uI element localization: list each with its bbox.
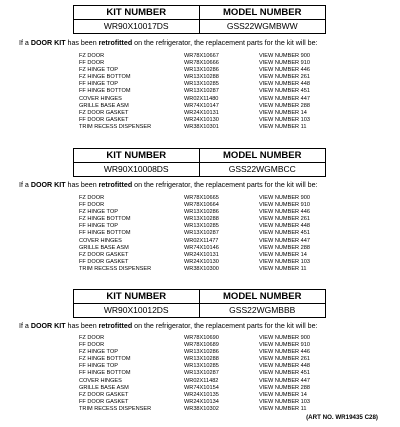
part-description: FZ DOOR GASKET bbox=[79, 391, 129, 398]
retrofit-note-3 bbox=[19, 322, 397, 331]
model-number-cell bbox=[200, 290, 326, 317]
view-number: VIEW NUMBER 910 bbox=[259, 342, 310, 349]
part-row bbox=[79, 117, 399, 124]
kit-table-2 bbox=[73, 148, 326, 177]
part-row bbox=[79, 103, 399, 110]
note-door-kit: DOOR KIT bbox=[30, 181, 66, 189]
part-number: WR13X10285 bbox=[184, 81, 219, 88]
part-number: WR78X10667 bbox=[184, 53, 219, 59]
part-number: WR13X10287 bbox=[184, 88, 219, 95]
part-description: GRILLE BASE ASM bbox=[79, 102, 129, 109]
part-row bbox=[79, 399, 399, 406]
part-row bbox=[79, 96, 399, 103]
part-row bbox=[79, 223, 399, 230]
part-description: FZ DOOR GASKET bbox=[79, 109, 129, 116]
part-number: WR78X10666 bbox=[184, 60, 219, 67]
part-description: FF DOOR bbox=[79, 342, 105, 349]
part-number: WR24X10130 bbox=[184, 116, 219, 123]
part-row bbox=[79, 202, 399, 209]
part-number: WR13X10288 bbox=[184, 216, 219, 223]
view-number: VIEW NUMBER 447 bbox=[259, 377, 310, 384]
part-description: FZ DOOR bbox=[79, 195, 105, 201]
kit-number-cell bbox=[74, 290, 200, 317]
part-row bbox=[79, 266, 399, 273]
view-number: VIEW NUMBER 288 bbox=[259, 384, 310, 391]
part-number: WR38X10301 bbox=[184, 123, 219, 130]
note-retrofitted: retrofitted bbox=[98, 181, 133, 189]
view-number: VIEW NUMBER 288 bbox=[259, 244, 310, 251]
view-number: VIEW NUMBER 261 bbox=[259, 74, 310, 81]
view-number: VIEW NUMBER 447 bbox=[259, 95, 310, 102]
view-number: VIEW NUMBER 11 bbox=[259, 123, 307, 130]
part-number: WR78X10664 bbox=[184, 202, 219, 209]
part-number: WR02X11480 bbox=[184, 95, 219, 102]
part-number: WR38X10302 bbox=[184, 405, 219, 412]
part-row bbox=[79, 342, 399, 349]
part-number: WR78X10689 bbox=[184, 342, 219, 349]
view-number: VIEW NUMBER 447 bbox=[259, 237, 310, 244]
part-description: FZ HINGE TOP bbox=[79, 349, 118, 356]
part-number: WR38X10300 bbox=[184, 265, 219, 272]
part-row bbox=[79, 259, 399, 266]
part-row bbox=[79, 88, 399, 95]
part-number: WR13X10287 bbox=[184, 370, 219, 377]
part-number: WR13X10286 bbox=[184, 209, 219, 216]
view-number: VIEW NUMBER 448 bbox=[259, 363, 310, 370]
part-description: FZ HINGE TOP bbox=[79, 209, 118, 216]
art-number: (ART NO. WR19435 C28) bbox=[306, 414, 378, 421]
part-description: FZ HINGE BOTTOM bbox=[79, 74, 131, 81]
part-number: WR78X10665 bbox=[184, 195, 219, 201]
part-number: WR74X10154 bbox=[184, 384, 219, 391]
note-door-kit: DOOR KIT bbox=[30, 322, 66, 330]
part-number: WR13X10285 bbox=[184, 223, 219, 230]
view-number: VIEW NUMBER 451 bbox=[259, 88, 310, 95]
part-description: TRIM RECESS DISPENSER bbox=[79, 123, 152, 130]
part-number: WR13X10287 bbox=[184, 230, 219, 237]
part-row bbox=[79, 252, 399, 259]
view-number: VIEW NUMBER 900 bbox=[259, 195, 310, 201]
retrofit-note-1 bbox=[19, 39, 397, 48]
view-number: VIEW NUMBER 11 bbox=[259, 265, 307, 272]
note-middle: has been bbox=[65, 39, 99, 47]
view-number: VIEW NUMBER 261 bbox=[259, 216, 310, 223]
part-description: FZ HINGE BOTTOM bbox=[79, 216, 131, 223]
part-description: FZ HINGE TOP bbox=[79, 67, 118, 74]
part-number: WR13X10286 bbox=[184, 349, 219, 356]
note-retrofitted: retrofitted bbox=[98, 39, 133, 47]
view-number: VIEW NUMBER 261 bbox=[259, 356, 310, 363]
part-row bbox=[79, 349, 399, 356]
view-number: VIEW NUMBER 14 bbox=[259, 109, 307, 116]
view-number: VIEW NUMBER 448 bbox=[259, 81, 310, 88]
view-number: VIEW NUMBER 103 bbox=[259, 398, 310, 405]
note-middle: has been bbox=[65, 181, 99, 189]
view-number: VIEW NUMBER 451 bbox=[259, 370, 310, 377]
part-description: FF HINGE TOP bbox=[79, 223, 118, 230]
kit-number-value: WR90X10008DS bbox=[103, 164, 169, 174]
part-number: WR13X10285 bbox=[184, 363, 219, 370]
parts-list-3 bbox=[79, 335, 399, 413]
part-row bbox=[79, 195, 399, 202]
part-description: FF HINGE BOTTOM bbox=[79, 88, 131, 95]
view-number: VIEW NUMBER 288 bbox=[259, 102, 310, 109]
view-number: VIEW NUMBER 14 bbox=[259, 251, 307, 258]
view-number: VIEW NUMBER 103 bbox=[259, 258, 310, 265]
kit-number-cell bbox=[74, 149, 200, 176]
model-number-header: MODEL NUMBER bbox=[200, 290, 326, 304]
part-number: WR74X10146 bbox=[184, 244, 219, 251]
part-row bbox=[79, 81, 399, 88]
kit-number-value: WR90X10017DS bbox=[103, 21, 169, 31]
model-number-header: MODEL NUMBER bbox=[200, 6, 326, 20]
model-number-cell bbox=[200, 149, 326, 176]
part-number: WR24X10135 bbox=[184, 391, 219, 398]
part-row bbox=[79, 378, 399, 385]
part-description: COVER HINGES bbox=[79, 237, 122, 244]
part-description: FZ DOOR GASKET bbox=[79, 251, 129, 258]
part-row bbox=[79, 245, 399, 252]
view-number: VIEW NUMBER 448 bbox=[259, 223, 310, 230]
model-number-cell bbox=[200, 6, 326, 33]
kit-table-1 bbox=[73, 5, 326, 34]
view-number: VIEW NUMBER 446 bbox=[259, 209, 310, 216]
part-description: FZ DOOR bbox=[79, 53, 105, 59]
kit-number-value: WR90X10012DS bbox=[103, 305, 169, 315]
note-suffix: on the refrigerator, the replacement parts for the kit will be: bbox=[132, 39, 318, 47]
kit-number-header: KIT NUMBER bbox=[74, 290, 199, 304]
model-number-value: GSS22WGMBCC bbox=[228, 164, 296, 174]
part-description: COVER HINGES bbox=[79, 377, 122, 384]
part-description: FF DOOR bbox=[79, 202, 105, 209]
kit-table-3 bbox=[73, 289, 326, 318]
note-middle: has been bbox=[65, 322, 99, 330]
parts-list-1 bbox=[79, 53, 399, 131]
view-number: VIEW NUMBER 900 bbox=[259, 53, 310, 59]
part-row bbox=[79, 335, 399, 342]
view-number: VIEW NUMBER 446 bbox=[259, 67, 310, 74]
view-number: VIEW NUMBER 446 bbox=[259, 349, 310, 356]
part-row bbox=[79, 209, 399, 216]
part-row bbox=[79, 67, 399, 74]
part-row bbox=[79, 230, 399, 237]
model-number-value: GSS22WGMBWW bbox=[226, 21, 298, 31]
view-number: VIEW NUMBER 11 bbox=[259, 405, 307, 412]
part-number: WR24X10131 bbox=[184, 109, 219, 116]
part-number: WR13X10288 bbox=[184, 74, 219, 81]
part-description: FF HINGE TOP bbox=[79, 81, 118, 88]
part-row bbox=[79, 110, 399, 117]
view-number: VIEW NUMBER 910 bbox=[259, 202, 310, 209]
part-description: FF HINGE BOTTOM bbox=[79, 230, 131, 237]
note-prefix: If a bbox=[19, 322, 31, 330]
part-description: FF DOOR bbox=[79, 60, 105, 67]
kit-number-cell bbox=[74, 6, 200, 33]
part-row bbox=[79, 363, 399, 370]
part-row bbox=[79, 238, 399, 245]
part-description: FZ DOOR bbox=[79, 335, 105, 341]
part-description: FF DOOR GASKET bbox=[79, 258, 129, 265]
model-number-value: GSS22WGMBBB bbox=[229, 305, 296, 315]
part-description: FF DOOR GASKET bbox=[79, 116, 129, 123]
note-prefix: If a bbox=[19, 39, 31, 47]
note-retrofitted: retrofitted bbox=[98, 322, 133, 330]
note-suffix: on the refrigerator, the replacement parts for the kit will be: bbox=[132, 181, 318, 189]
part-description: TRIM RECESS DISPENSER bbox=[79, 265, 152, 272]
part-description: GRILLE BASE ASM bbox=[79, 384, 129, 391]
part-row bbox=[79, 385, 399, 392]
view-number: VIEW NUMBER 14 bbox=[259, 391, 307, 398]
part-number: WR24X10131 bbox=[184, 251, 219, 258]
retrofit-note-2 bbox=[19, 181, 397, 190]
part-row bbox=[79, 53, 399, 60]
part-number: WR13X10288 bbox=[184, 356, 219, 363]
parts-list-2 bbox=[79, 195, 399, 273]
note-door-kit: DOOR KIT bbox=[30, 39, 66, 47]
part-number: WR02X11482 bbox=[184, 377, 219, 384]
part-row bbox=[79, 392, 399, 399]
part-number: WR74X10147 bbox=[184, 102, 219, 109]
part-number: WR24X10130 bbox=[184, 258, 219, 265]
part-number: WR02X11477 bbox=[184, 237, 219, 244]
kit-number-header: KIT NUMBER bbox=[74, 6, 199, 20]
part-description: FF HINGE TOP bbox=[79, 363, 118, 370]
part-description: FF HINGE BOTTOM bbox=[79, 370, 131, 377]
part-row bbox=[79, 406, 399, 413]
part-row bbox=[79, 124, 399, 131]
part-description: FF DOOR GASKET bbox=[79, 398, 129, 405]
part-description: TRIM RECESS DISPENSER bbox=[79, 405, 152, 412]
view-number: VIEW NUMBER 900 bbox=[259, 335, 310, 341]
part-row bbox=[79, 60, 399, 67]
part-number: WR78X10690 bbox=[184, 335, 219, 341]
part-description: GRILLE BASE ASM bbox=[79, 244, 129, 251]
part-row bbox=[79, 216, 399, 223]
view-number: VIEW NUMBER 451 bbox=[259, 230, 310, 237]
part-row bbox=[79, 74, 399, 81]
part-row bbox=[79, 370, 399, 377]
part-row bbox=[79, 356, 399, 363]
part-number: WR13X10286 bbox=[184, 67, 219, 74]
note-prefix: If a bbox=[19, 181, 31, 189]
part-description: COVER HINGES bbox=[79, 95, 122, 102]
note-suffix: on the refrigerator, the replacement parts for the kit will be: bbox=[132, 322, 318, 330]
part-number: WR24X10134 bbox=[184, 398, 219, 405]
kit-number-header: KIT NUMBER bbox=[74, 149, 199, 163]
part-description: FZ HINGE BOTTOM bbox=[79, 356, 131, 363]
view-number: VIEW NUMBER 910 bbox=[259, 60, 310, 67]
model-number-header: MODEL NUMBER bbox=[200, 149, 326, 163]
view-number: VIEW NUMBER 103 bbox=[259, 116, 310, 123]
